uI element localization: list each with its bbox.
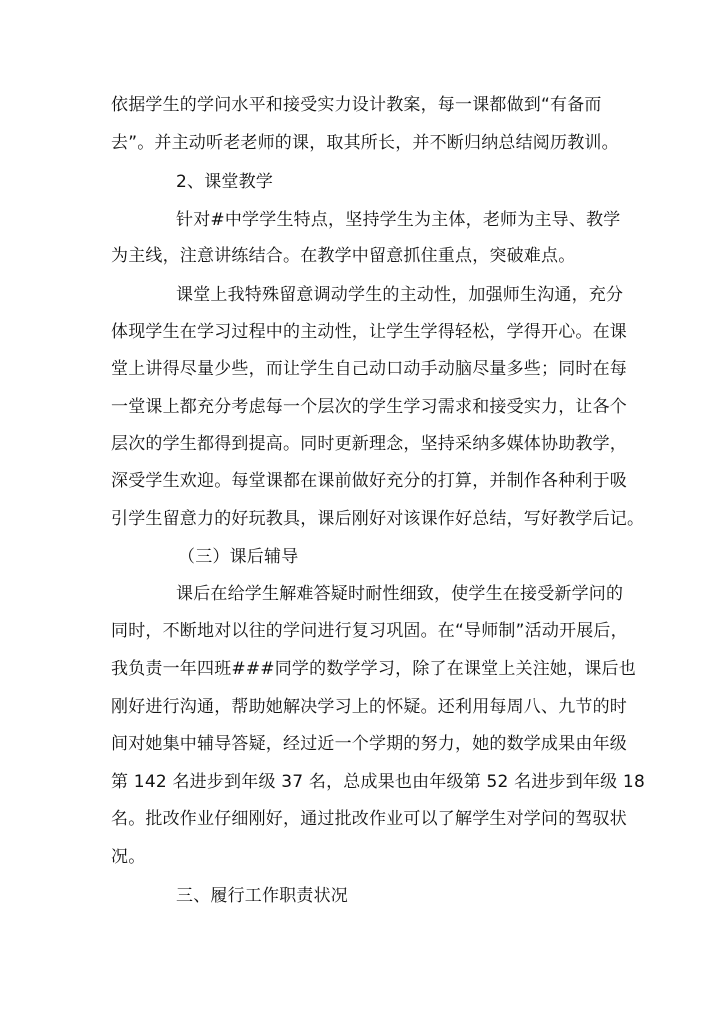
paragraph-line: 依据学生的学问水平和接受实力设计教案，每一课都做到“有备而 — [111, 95, 602, 115]
paragraph-line: 引学生留意力的好玩教具，课后刚好对该课作好总结，写好教学后记。 — [111, 509, 645, 529]
paragraph-line: 深受学生欢迎。每堂课都在课前做好充分的打算，并制作各种利于吸 — [111, 471, 627, 491]
paragraph-line: 间对她集中辅导答疑，经过近一个学期的努力，她的数学成果由年级 — [111, 734, 627, 754]
paragraph-line: 为主线，注意讲练结合。在教学中留意抓住重点，突破难点。 — [111, 246, 576, 266]
paragraph-line: 刚好进行沟通，帮助她解决学习上的怀疑。还利用每周八、九节的时 — [111, 697, 627, 717]
paragraph-line: 针对#中学学生特点，坚持学生为主体，老师为主导、教学 — [176, 210, 621, 230]
paragraph-line: 名。批改作业仔细刚好，通过批改作业可以了解学生对学问的驾驭状 — [111, 809, 627, 829]
paragraph-line: 层次的学生都得到提高。同时更新理念，坚持采纳多媒体协助教学， — [111, 434, 627, 454]
paragraph-line: 课堂上我特殊留意调动学生的主动性，加强师生沟通，充分 — [176, 285, 624, 305]
paragraph-line: 课后在给学生解难答疑时耐性细致，使学生在接受新学问的 — [176, 584, 624, 604]
paragraph-line: 第 142 名进步到年级 37 名，总成果也由年级第 52 名进步到年级 18 — [111, 772, 645, 792]
section-heading: 2、课堂教学 — [176, 172, 274, 192]
paragraph-line: 堂上讲得尽量少些，而让学生自己动口动手动脑尽量多些；同时在每 — [111, 359, 627, 379]
paragraph-line: 况。 — [111, 847, 146, 867]
paragraph-line: 我负责一年四班###同学的数学学习，除了在课堂上关注她，课后也 — [111, 659, 636, 679]
paragraph-line: 去”。并主动听老老师的课，取其所长，并不断归纳总结阅历教训。 — [111, 133, 619, 153]
paragraph-line: 体现学生在学习过程中的主动性，让学生学得轻松，学得开心。在课 — [111, 322, 627, 342]
paragraph-line: 一堂课上都充分考虑每一个层次的学生学习需求和接受实力，让各个 — [111, 397, 627, 417]
section-heading: （三）课后辅导 — [178, 547, 299, 567]
section-heading: 三、履行工作职责状况 — [176, 886, 348, 906]
paragraph-line: 同时，不断地对以往的学问进行复习巩固。在“导师制”活动开展后， — [111, 621, 628, 641]
